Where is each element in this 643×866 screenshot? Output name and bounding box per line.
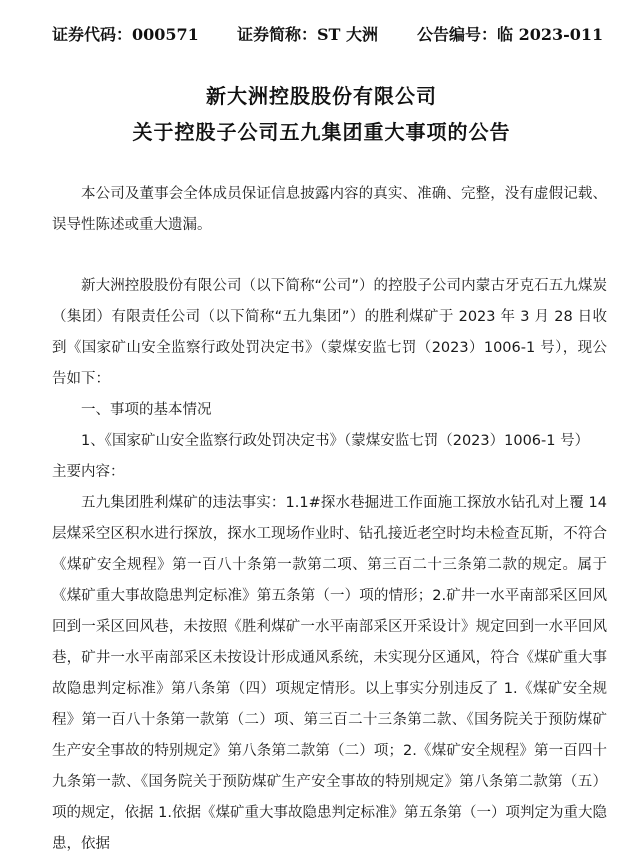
item-1-heading: 1、《国家矿山安全监察行政处罚决定书》（蒙煤安监七罚（2023）1006-1 号） — [81, 433, 590, 449]
announcement-number: 公告编号：临 2023-011 — [417, 25, 604, 44]
announcement-header — [52, 22, 612, 48]
violation-facts-paragraph: 五九集团胜利煤矿的违法事实：1.1#探水巷掘进工作面施工探放水钻孔对上覆 14 层煤采空区积水进行探放，探水工现场作业时、钻孔接近老空时均未检查瓦斯，不符合《煤矿安全规程》第一百八十条第一款第二项、第三百二十三条第二款的规定。属于《煤矿重大事故隐患判定标准》第五条第（一）项的情形；2.矿井一水平南部采区回风回到一采区回风巷，未按照《胜利煤矿一水平南部采区开采设计》规定回到一水平回风巷，矿井一水平南部采区未按设计形成通风系统，未实现分区通风，符合《煤矿重大事故隐患判定标准》第八条第（四）项规定情形。以上事实分别违反了 1.《煤矿安全规程》第一百八十条第一款第（二）项、第三百二十三条第二款、《国务院关于预防煤矿生产安全事故的特别规定》第八条第二款第（二）项；2.《煤矿安全规程》第一百四十九条第一款、《国务院关于预防煤矿生产安全事故的特别规定》第八条第二款第（五）项的规定，依据 1.依据《煤矿重大事故隐患判定标准》第五条第（一）项判定为重大隐患，依据 — [52, 495, 607, 852]
main-content-label: 主要内容： — [52, 464, 125, 480]
board-statement: 本公司及董事会全体成员保证信息披露内容的真实、准确、完整，没有虚假记载、误导性陈述或重大遗漏。 — [52, 186, 607, 233]
company-title: 新大洲控股股份有限公司 — [206, 84, 437, 108]
intro-paragraph: 新大洲控股股份有限公司（以下简称“公司”）的控股子公司内蒙古牙克石五九煤炭（集团）有限责任公司（以下简称“五九集团”）的胜利煤矿于 2023 年 3 月 28 日收到《国家矿山安全监察行政处罚决定书》（蒙煤安监七罚（2023）1006-1 号），现公告如下： — [52, 278, 607, 387]
stock-abbreviation: 证券简称：ST 大洲 — [237, 25, 379, 44]
stock-code: 证券代码：000571 — [52, 25, 199, 44]
announcement-title: 关于控股子公司五九集团重大事项的公告 — [132, 120, 511, 144]
section-heading-basic-info: 一、事项的基本情况 — [81, 402, 212, 418]
